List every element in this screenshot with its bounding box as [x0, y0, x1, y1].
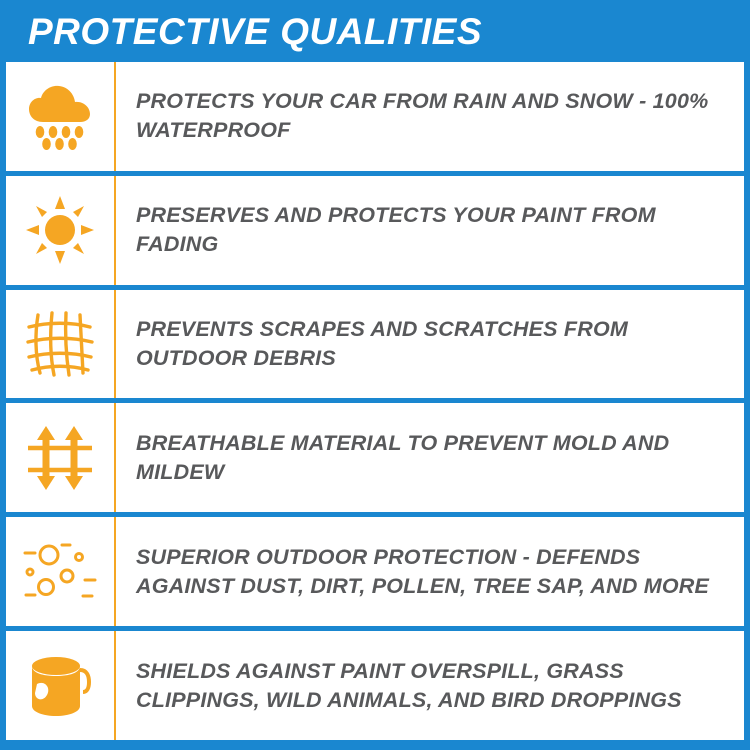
text-cell — [116, 429, 744, 487]
feature-text: PROTECTS YOUR CAR FROM RAIN AND SNOW - 100% WATERPROOF — [136, 89, 709, 143]
feature-list — [6, 62, 744, 740]
feature-text: PREVENTS SCRAPES AND SCRATCHES FROM OUTDOOR DEBRIS — [136, 317, 628, 371]
sun-icon — [24, 194, 96, 266]
text-cell — [116, 315, 744, 373]
text-cell — [116, 657, 744, 715]
scratch-net-icon — [24, 309, 96, 379]
feature-text: PRESERVES AND PROTECTS YOUR PAINT FROM FADING — [136, 203, 656, 257]
icon-cell — [6, 631, 116, 740]
feature-text: BREATHABLE MATERIAL TO PREVENT MOLD AND MILDEW — [136, 430, 670, 484]
feature-text: SUPERIOR OUTDOOR PROTECTION - DEFENDS AGAINST DUST, DIRT, POLLEN, TREE SAP, AND MORE — [136, 544, 710, 598]
icon-cell — [6, 403, 116, 512]
breathable-airflow-icon — [24, 422, 96, 494]
list-item — [6, 171, 744, 285]
page-title: PROTECTIVE QUALITIES — [28, 10, 483, 52]
icon-cell — [6, 517, 116, 626]
text-cell — [116, 87, 744, 145]
icon-cell — [6, 290, 116, 399]
list-item — [6, 398, 744, 512]
icon-cell — [6, 176, 116, 285]
footer-bar — [6, 740, 744, 750]
dust-particles-icon — [22, 539, 98, 605]
feature-text: SHIELDS AGAINST PAINT OVERSPILL, GRASS CLIPPINGS, WILD ANIMALS, AND BIRD DROPPINGS — [136, 658, 682, 712]
text-cell — [116, 201, 744, 259]
text-cell — [116, 543, 744, 601]
icon-cell — [6, 62, 116, 171]
list-item — [6, 285, 744, 399]
paint-can-icon — [25, 650, 95, 722]
list-item — [6, 62, 744, 171]
rain-cloud-icon — [24, 82, 96, 150]
list-item — [6, 626, 744, 740]
list-item — [6, 512, 744, 626]
infographic-header — [6, 0, 744, 62]
